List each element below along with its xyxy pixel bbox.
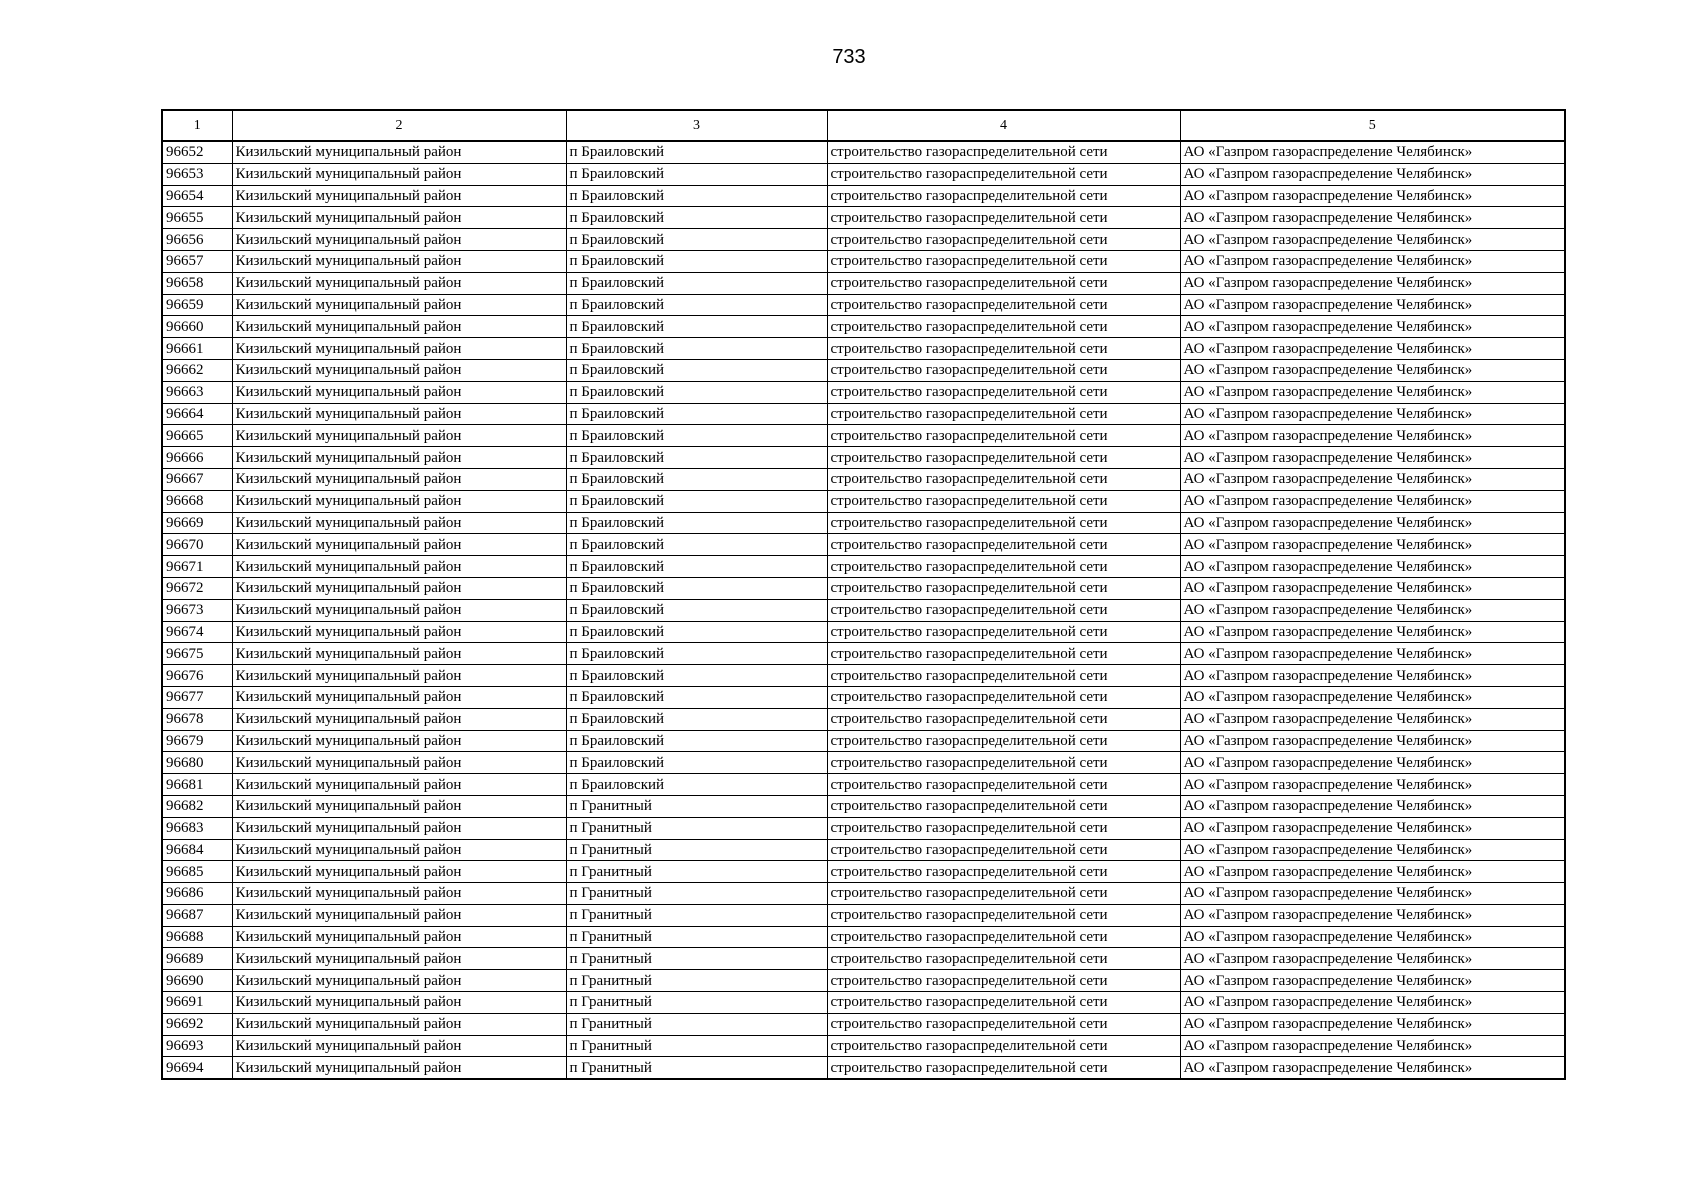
cell-organization: АО «Газпром газораспределение Челябинск» [1180, 577, 1565, 599]
cell-number: 96687 [162, 904, 232, 926]
cell-work-type: строительство газораспределительной сети [827, 229, 1180, 251]
column-header-3: 3 [566, 110, 827, 141]
cell-settlement: п Браиловский [566, 665, 827, 687]
cell-district: Кизильский муниципальный район [232, 795, 566, 817]
cell-settlement: п Браиловский [566, 556, 827, 578]
cell-district: Кизильский муниципальный район [232, 512, 566, 534]
cell-number: 96681 [162, 774, 232, 796]
table-row [162, 490, 1565, 512]
table-header [162, 110, 1565, 141]
cell-work-type: строительство газораспределительной сети [827, 556, 1180, 578]
cell-district: Кизильский муниципальный район [232, 250, 566, 272]
cell-district: Кизильский муниципальный район [232, 229, 566, 251]
cell-district: Кизильский муниципальный район [232, 556, 566, 578]
cell-settlement: п Браиловский [566, 403, 827, 425]
cell-number: 96668 [162, 490, 232, 512]
cell-work-type: строительство газораспределительной сети [827, 512, 1180, 534]
cell-district: Кизильский муниципальный район [232, 490, 566, 512]
cell-number: 96661 [162, 338, 232, 360]
cell-organization: АО «Газпром газораспределение Челябинск» [1180, 229, 1565, 251]
table-row [162, 577, 1565, 599]
cell-organization: АО «Газпром газораспределение Челябинск» [1180, 141, 1565, 163]
cell-organization: АО «Газпром газораспределение Челябинск» [1180, 926, 1565, 948]
cell-work-type: строительство газораспределительной сети [827, 250, 1180, 272]
table-row [162, 1035, 1565, 1057]
cell-settlement: п Браиловский [566, 425, 827, 447]
table-row [162, 708, 1565, 730]
cell-number: 96655 [162, 207, 232, 229]
cell-settlement: п Гранитный [566, 926, 827, 948]
table-row [162, 752, 1565, 774]
cell-district: Кизильский муниципальный район [232, 1013, 566, 1035]
table-row [162, 643, 1565, 665]
cell-organization: АО «Газпром газораспределение Челябинск» [1180, 294, 1565, 316]
cell-district: Кизильский муниципальный район [232, 686, 566, 708]
cell-organization: АО «Газпром газораспределение Челябинск» [1180, 621, 1565, 643]
header-row [162, 110, 1565, 141]
table-row [162, 1057, 1565, 1079]
cell-district: Кизильский муниципальный район [232, 468, 566, 490]
cell-work-type: строительство газораспределительной сети [827, 577, 1180, 599]
cell-number: 96682 [162, 795, 232, 817]
cell-district: Кизильский муниципальный район [232, 665, 566, 687]
cell-work-type: строительство газораспределительной сети [827, 468, 1180, 490]
cell-settlement: п Браиловский [566, 141, 827, 163]
cell-number: 96660 [162, 316, 232, 338]
cell-district: Кизильский муниципальный район [232, 316, 566, 338]
cell-settlement: п Браиловский [566, 338, 827, 360]
cell-district: Кизильский муниципальный район [232, 163, 566, 185]
cell-work-type: строительство газораспределительной сети [827, 948, 1180, 970]
cell-organization: АО «Газпром газораспределение Челябинск» [1180, 904, 1565, 926]
cell-district: Кизильский муниципальный район [232, 1035, 566, 1057]
cell-work-type: строительство газораспределительной сети [827, 338, 1180, 360]
cell-number: 96673 [162, 599, 232, 621]
table-row [162, 665, 1565, 687]
cell-settlement: п Браиловский [566, 163, 827, 185]
cell-work-type: строительство газораспределительной сети [827, 141, 1180, 163]
cell-district: Кизильский муниципальный район [232, 926, 566, 948]
cell-district: Кизильский муниципальный район [232, 141, 566, 163]
cell-number: 96686 [162, 883, 232, 905]
table-row [162, 948, 1565, 970]
cell-district: Кизильский муниципальный район [232, 447, 566, 469]
cell-work-type: строительство газораспределительной сети [827, 970, 1180, 992]
cell-number: 96690 [162, 970, 232, 992]
cell-number: 96691 [162, 992, 232, 1014]
cell-settlement: п Гранитный [566, 992, 827, 1014]
cell-work-type: строительство газораспределительной сети [827, 992, 1180, 1014]
cell-work-type: строительство газораспределительной сети [827, 1013, 1180, 1035]
cell-settlement: п Браиловский [566, 359, 827, 381]
cell-organization: АО «Газпром газораспределение Челябинск» [1180, 468, 1565, 490]
cell-organization: АО «Газпром газораспределение Челябинск» [1180, 665, 1565, 687]
cell-number: 96656 [162, 229, 232, 251]
table-row [162, 207, 1565, 229]
cell-district: Кизильский муниципальный район [232, 904, 566, 926]
cell-district: Кизильский муниципальный район [232, 643, 566, 665]
cell-work-type: строительство газораспределительной сети [827, 904, 1180, 926]
table-row [162, 294, 1565, 316]
cell-work-type: строительство газораспределительной сети [827, 490, 1180, 512]
table-row [162, 338, 1565, 360]
table-row [162, 163, 1565, 185]
cell-organization: АО «Газпром газораспределение Челябинск» [1180, 599, 1565, 621]
cell-settlement: п Браиловский [566, 185, 827, 207]
cell-work-type: строительство газораспределительной сети [827, 686, 1180, 708]
registry-table [161, 109, 1566, 1080]
table-row [162, 883, 1565, 905]
cell-district: Кизильский муниципальный район [232, 185, 566, 207]
cell-district: Кизильский муниципальный район [232, 948, 566, 970]
table-row [162, 316, 1565, 338]
cell-district: Кизильский муниципальный район [232, 403, 566, 425]
cell-settlement: п Браиловский [566, 250, 827, 272]
cell-work-type: строительство газораспределительной сети [827, 425, 1180, 447]
cell-settlement: п Браиловский [566, 207, 827, 229]
cell-settlement: п Гранитный [566, 883, 827, 905]
cell-organization: АО «Газпром газораспределение Челябинск» [1180, 403, 1565, 425]
table-row [162, 970, 1565, 992]
cell-organization: АО «Газпром газораспределение Челябинск» [1180, 970, 1565, 992]
cell-district: Кизильский муниципальный район [232, 621, 566, 643]
cell-number: 96693 [162, 1035, 232, 1057]
cell-number: 96676 [162, 665, 232, 687]
table-row [162, 512, 1565, 534]
cell-number: 96689 [162, 948, 232, 970]
cell-number: 96684 [162, 839, 232, 861]
table-row [162, 686, 1565, 708]
table-row [162, 839, 1565, 861]
cell-settlement: п Браиловский [566, 577, 827, 599]
cell-work-type: строительство газораспределительной сети [827, 621, 1180, 643]
cell-organization: АО «Газпром газораспределение Челябинск» [1180, 839, 1565, 861]
cell-settlement: п Браиловский [566, 490, 827, 512]
cell-number: 96674 [162, 621, 232, 643]
cell-work-type: строительство газораспределительной сети [827, 1057, 1180, 1079]
cell-number: 96694 [162, 1057, 232, 1079]
cell-number: 96680 [162, 752, 232, 774]
cell-work-type: строительство газораспределительной сети [827, 752, 1180, 774]
cell-organization: АО «Газпром газораспределение Челябинск» [1180, 163, 1565, 185]
cell-work-type: строительство газораспределительной сети [827, 795, 1180, 817]
cell-organization: АО «Газпром газораспределение Челябинск» [1180, 730, 1565, 752]
cell-number: 96662 [162, 359, 232, 381]
cell-settlement: п Браиловский [566, 730, 827, 752]
table-row [162, 403, 1565, 425]
cell-number: 96679 [162, 730, 232, 752]
cell-work-type: строительство газораспределительной сети [827, 447, 1180, 469]
cell-district: Кизильский муниципальный район [232, 207, 566, 229]
cell-district: Кизильский муниципальный район [232, 970, 566, 992]
cell-district: Кизильский муниципальный район [232, 534, 566, 556]
cell-organization: АО «Газпром газораспределение Челябинск» [1180, 1057, 1565, 1079]
cell-work-type: строительство газораспределительной сети [827, 316, 1180, 338]
cell-organization: АО «Газпром газораспределение Челябинск» [1180, 752, 1565, 774]
cell-work-type: строительство газораспределительной сети [827, 185, 1180, 207]
cell-number: 96672 [162, 577, 232, 599]
cell-work-type: строительство газораспределительной сети [827, 926, 1180, 948]
cell-organization: АО «Газпром газораспределение Челябинск» [1180, 795, 1565, 817]
cell-work-type: строительство газораспределительной сети [827, 774, 1180, 796]
cell-organization: АО «Газпром газораспределение Челябинск» [1180, 992, 1565, 1014]
column-header-2: 2 [232, 110, 566, 141]
cell-settlement: п Браиловский [566, 294, 827, 316]
cell-organization: АО «Газпром газораспределение Челябинск» [1180, 512, 1565, 534]
cell-district: Кизильский муниципальный район [232, 425, 566, 447]
table-row [162, 381, 1565, 403]
cell-district: Кизильский муниципальный район [232, 817, 566, 839]
cell-number: 96654 [162, 185, 232, 207]
table-row [162, 904, 1565, 926]
cell-district: Кизильский муниципальный район [232, 1057, 566, 1079]
table-row [162, 817, 1565, 839]
cell-organization: АО «Газпром газораспределение Челябинск» [1180, 556, 1565, 578]
cell-district: Кизильский муниципальный район [232, 883, 566, 905]
table-row [162, 425, 1565, 447]
table-row [162, 141, 1565, 163]
cell-work-type: строительство газораспределительной сети [827, 708, 1180, 730]
cell-number: 96652 [162, 141, 232, 163]
cell-organization: АО «Газпром газораспределение Челябинск» [1180, 948, 1565, 970]
cell-settlement: п Браиловский [566, 316, 827, 338]
cell-settlement: п Гранитный [566, 1057, 827, 1079]
cell-district: Кизильский муниципальный район [232, 338, 566, 360]
cell-district: Кизильский муниципальный район [232, 752, 566, 774]
table-row [162, 468, 1565, 490]
cell-work-type: строительство газораспределительной сети [827, 817, 1180, 839]
table-row [162, 730, 1565, 752]
cell-number: 96678 [162, 708, 232, 730]
cell-number: 96675 [162, 643, 232, 665]
cell-organization: АО «Газпром газораспределение Челябинск» [1180, 359, 1565, 381]
cell-number: 96663 [162, 381, 232, 403]
cell-work-type: строительство газораспределительной сети [827, 599, 1180, 621]
cell-district: Кизильский муниципальный район [232, 861, 566, 883]
cell-work-type: строительство газораспределительной сети [827, 883, 1180, 905]
table-row [162, 185, 1565, 207]
cell-organization: АО «Газпром газораспределение Челябинск» [1180, 447, 1565, 469]
column-header-5: 5 [1180, 110, 1565, 141]
cell-number: 96688 [162, 926, 232, 948]
cell-district: Кизильский муниципальный район [232, 839, 566, 861]
cell-work-type: строительство газораспределительной сети [827, 665, 1180, 687]
cell-settlement: п Гранитный [566, 904, 827, 926]
cell-number: 96692 [162, 1013, 232, 1035]
table-row [162, 359, 1565, 381]
cell-work-type: строительство газораспределительной сети [827, 534, 1180, 556]
cell-settlement: п Браиловский [566, 468, 827, 490]
cell-number: 96669 [162, 512, 232, 534]
cell-district: Кизильский муниципальный район [232, 577, 566, 599]
cell-organization: АО «Газпром газораспределение Челябинск» [1180, 185, 1565, 207]
cell-number: 96667 [162, 468, 232, 490]
cell-number: 96664 [162, 403, 232, 425]
cell-settlement: п Гранитный [566, 1013, 827, 1035]
cell-work-type: строительство газораспределительной сети [827, 163, 1180, 185]
cell-work-type: строительство газораспределительной сети [827, 403, 1180, 425]
cell-organization: АО «Газпром газораспределение Челябинск» [1180, 1035, 1565, 1057]
cell-number: 96671 [162, 556, 232, 578]
cell-organization: АО «Газпром газораспределение Челябинск» [1180, 381, 1565, 403]
cell-district: Кизильский муниципальный район [232, 359, 566, 381]
cell-organization: АО «Газпром газораспределение Челябинск» [1180, 338, 1565, 360]
cell-organization: АО «Газпром газораспределение Челябинск» [1180, 425, 1565, 447]
cell-settlement: п Гранитный [566, 839, 827, 861]
table-row [162, 992, 1565, 1014]
cell-work-type: строительство газораспределительной сети [827, 730, 1180, 752]
cell-district: Кизильский муниципальный район [232, 599, 566, 621]
cell-district: Кизильский муниципальный район [232, 381, 566, 403]
cell-organization: АО «Газпром газораспределение Челябинск» [1180, 207, 1565, 229]
cell-work-type: строительство газораспределительной сети [827, 839, 1180, 861]
table-row [162, 229, 1565, 251]
table-row [162, 534, 1565, 556]
cell-number: 96653 [162, 163, 232, 185]
cell-organization: АО «Газпром газораспределение Челябинск» [1180, 1013, 1565, 1035]
cell-organization: АО «Газпром газораспределение Челябинск» [1180, 272, 1565, 294]
cell-organization: АО «Газпром газораспределение Челябинск» [1180, 316, 1565, 338]
cell-work-type: строительство газораспределительной сети [827, 1035, 1180, 1057]
table-row [162, 556, 1565, 578]
cell-district: Кизильский муниципальный район [232, 294, 566, 316]
cell-district: Кизильский муниципальный район [232, 272, 566, 294]
cell-number: 96665 [162, 425, 232, 447]
cell-settlement: п Гранитный [566, 861, 827, 883]
cell-organization: АО «Газпром газораспределение Челябинск» [1180, 861, 1565, 883]
table-body [162, 141, 1565, 1079]
table-row [162, 861, 1565, 883]
cell-settlement: п Гранитный [566, 795, 827, 817]
table-row [162, 926, 1565, 948]
table-row [162, 272, 1565, 294]
cell-organization: АО «Газпром газораспределение Челябинск» [1180, 490, 1565, 512]
cell-settlement: п Браиловский [566, 381, 827, 403]
cell-number: 96670 [162, 534, 232, 556]
cell-work-type: строительство газораспределительной сети [827, 381, 1180, 403]
column-header-1: 1 [162, 110, 232, 141]
cell-work-type: строительство газораспределительной сети [827, 272, 1180, 294]
cell-organization: АО «Газпром газораспределение Челябинск» [1180, 250, 1565, 272]
cell-settlement: п Браиловский [566, 272, 827, 294]
cell-settlement: п Браиловский [566, 447, 827, 469]
cell-district: Кизильский муниципальный район [232, 992, 566, 1014]
cell-settlement: п Браиловский [566, 599, 827, 621]
cell-number: 96666 [162, 447, 232, 469]
cell-number: 96659 [162, 294, 232, 316]
column-header-4: 4 [827, 110, 1180, 141]
cell-settlement: п Гранитный [566, 817, 827, 839]
cell-number: 96658 [162, 272, 232, 294]
cell-settlement: п Браиловский [566, 708, 827, 730]
cell-organization: АО «Газпром газораспределение Челябинск» [1180, 534, 1565, 556]
cell-settlement: п Браиловский [566, 752, 827, 774]
cell-work-type: строительство газораспределительной сети [827, 643, 1180, 665]
cell-organization: АО «Газпром газораспределение Челябинск» [1180, 883, 1565, 905]
cell-district: Кизильский муниципальный район [232, 774, 566, 796]
cell-settlement: п Браиловский [566, 229, 827, 251]
cell-settlement: п Браиловский [566, 774, 827, 796]
cell-organization: АО «Газпром газораспределение Челябинск» [1180, 817, 1565, 839]
cell-number: 96683 [162, 817, 232, 839]
cell-settlement: п Гранитный [566, 970, 827, 992]
table-row [162, 774, 1565, 796]
table-row [162, 250, 1565, 272]
cell-organization: АО «Газпром газораспределение Челябинск» [1180, 708, 1565, 730]
cell-work-type: строительство газораспределительной сети [827, 207, 1180, 229]
cell-work-type: строительство газораспределительной сети [827, 294, 1180, 316]
table-row [162, 599, 1565, 621]
cell-district: Кизильский муниципальный район [232, 708, 566, 730]
table-row [162, 621, 1565, 643]
cell-settlement: п Браиловский [566, 686, 827, 708]
cell-settlement: п Браиловский [566, 534, 827, 556]
page-number: 733 [832, 46, 866, 68]
cell-organization: АО «Газпром газораспределение Челябинск» [1180, 686, 1565, 708]
cell-organization: АО «Газпром газораспределение Челябинск» [1180, 643, 1565, 665]
cell-settlement: п Гранитный [566, 1035, 827, 1057]
cell-settlement: п Браиловский [566, 621, 827, 643]
cell-work-type: строительство газораспределительной сети [827, 359, 1180, 381]
table-row [162, 795, 1565, 817]
cell-settlement: п Браиловский [566, 643, 827, 665]
table-row [162, 447, 1565, 469]
cell-number: 96677 [162, 686, 232, 708]
cell-organization: АО «Газпром газораспределение Челябинск» [1180, 774, 1565, 796]
cell-settlement: п Браиловский [566, 512, 827, 534]
cell-district: Кизильский муниципальный район [232, 730, 566, 752]
cell-number: 96685 [162, 861, 232, 883]
cell-number: 96657 [162, 250, 232, 272]
cell-work-type: строительство газораспределительной сети [827, 861, 1180, 883]
table-row [162, 1013, 1565, 1035]
cell-settlement: п Гранитный [566, 948, 827, 970]
